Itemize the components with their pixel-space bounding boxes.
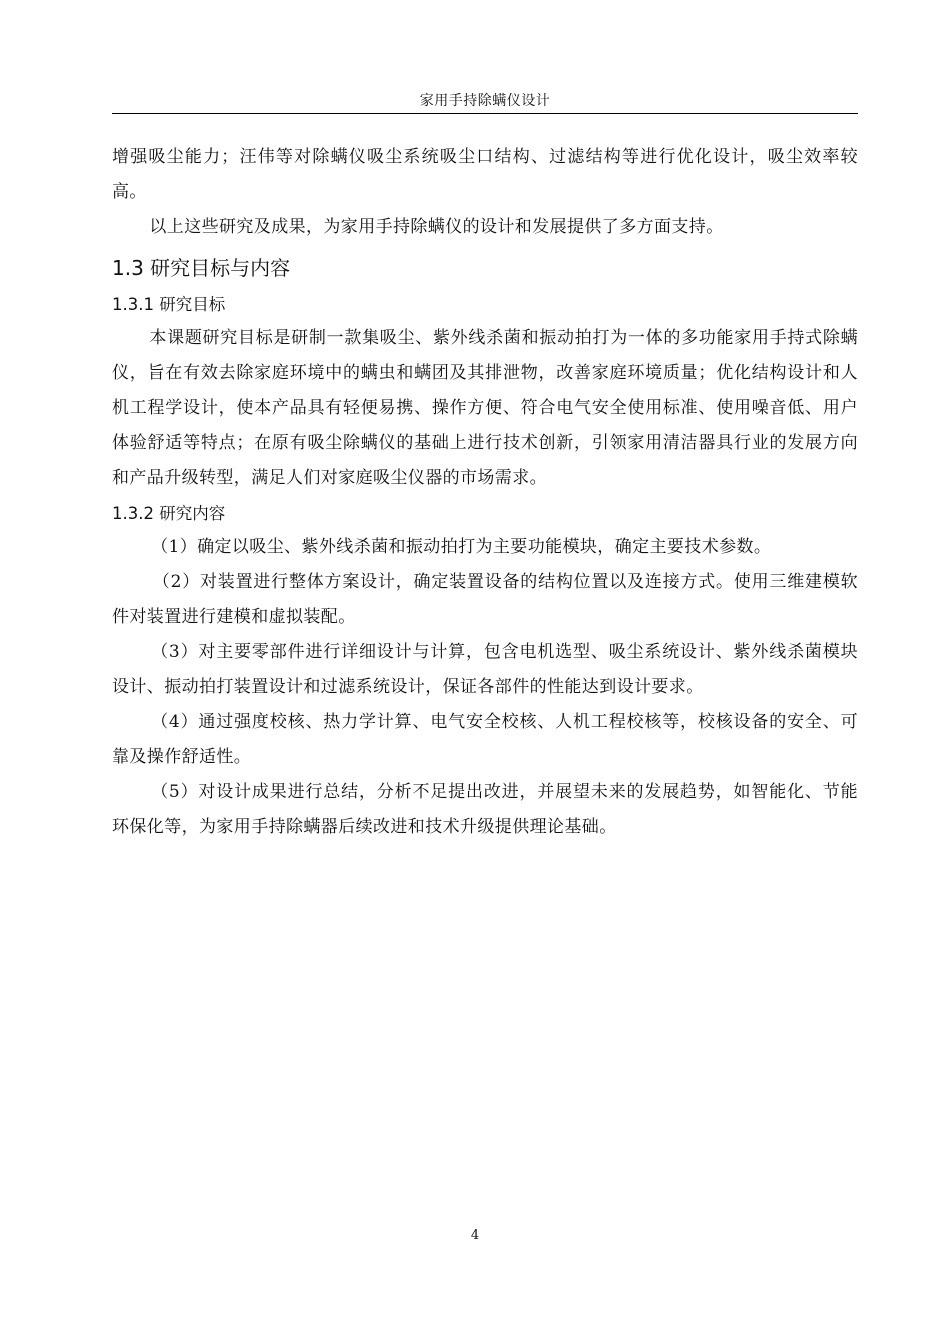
content-item: （2）对装置进行整体方案设计，确定装置设备的结构位置以及连接方式。使用三维建模软件对装置进行建模和虚拟装配。 — [112, 572, 858, 627]
subsection-heading-1-3-2: 1.3.2 研究内容 — [112, 504, 226, 523]
content-item: （4）通过强度校核、热力学计算、电气安全校核、人机工程校核等，校核设备的安全、可靠及操作舒适性。 — [112, 712, 858, 767]
content-item: （1）确定以吸尘、紫外线杀菌和振动拍打为主要功能模块，确定主要技术参数。 — [151, 537, 772, 557]
section-heading-1-3: 1.3 研究目标与内容 — [112, 256, 291, 280]
running-header: 家用手持除螨仪设计 — [419, 93, 551, 109]
content-item: （5）对设计成果进行总结，分析不足提出改进，并展望未来的发展趋势，如智能化、节能环保化等，为家用手持除螨器后续改进和技术升级提供理论基础。 — [112, 782, 858, 837]
page-number: 4 — [470, 1228, 480, 1243]
summary-paragraph: 以上这些研究及成果，为家用手持除螨仪的设计和发展提供了多方面支持。 — [149, 217, 724, 237]
body-text — [112, 140, 858, 845]
continuation-paragraph: 增强吸尘能力；汪伟等对除螨仪吸尘系统吸尘口结构、过滤结构等进行优化设计，吸尘效率较高。 — [112, 147, 858, 202]
subsection-heading-1-3-1: 1.3.1 研究目标 — [112, 295, 226, 314]
research-goal-paragraph: 本课题研究目标是研制一款集吸尘、紫外线杀菌和振动拍打为一体的多功能家用手持式除螨仪，旨在有效去除家庭环境中的螨虫和螨团及其排泄物，改善家庭环境质量；优化结构设计和人机工程学设计，使本产品具有轻便易携、操作方便、符合电气安全使用标准、使用噪音低、用户体验舒适等特点；在原有吸尘除螨仪的基础上进行技术创新，引领家用清洁器具行业的发展方向和产品升级转型，满足人们对家庭吸尘仪器的市场需求。 — [112, 328, 858, 488]
header-rule — [112, 113, 858, 114]
content-item: （3）对主要零部件进行详细设计与计算，包含电机选型、吸尘系统设计、紫外线杀菌模块设计、振动拍打装置设计和过滤系统设计，保证各部件的性能达到设计要求。 — [112, 642, 858, 697]
